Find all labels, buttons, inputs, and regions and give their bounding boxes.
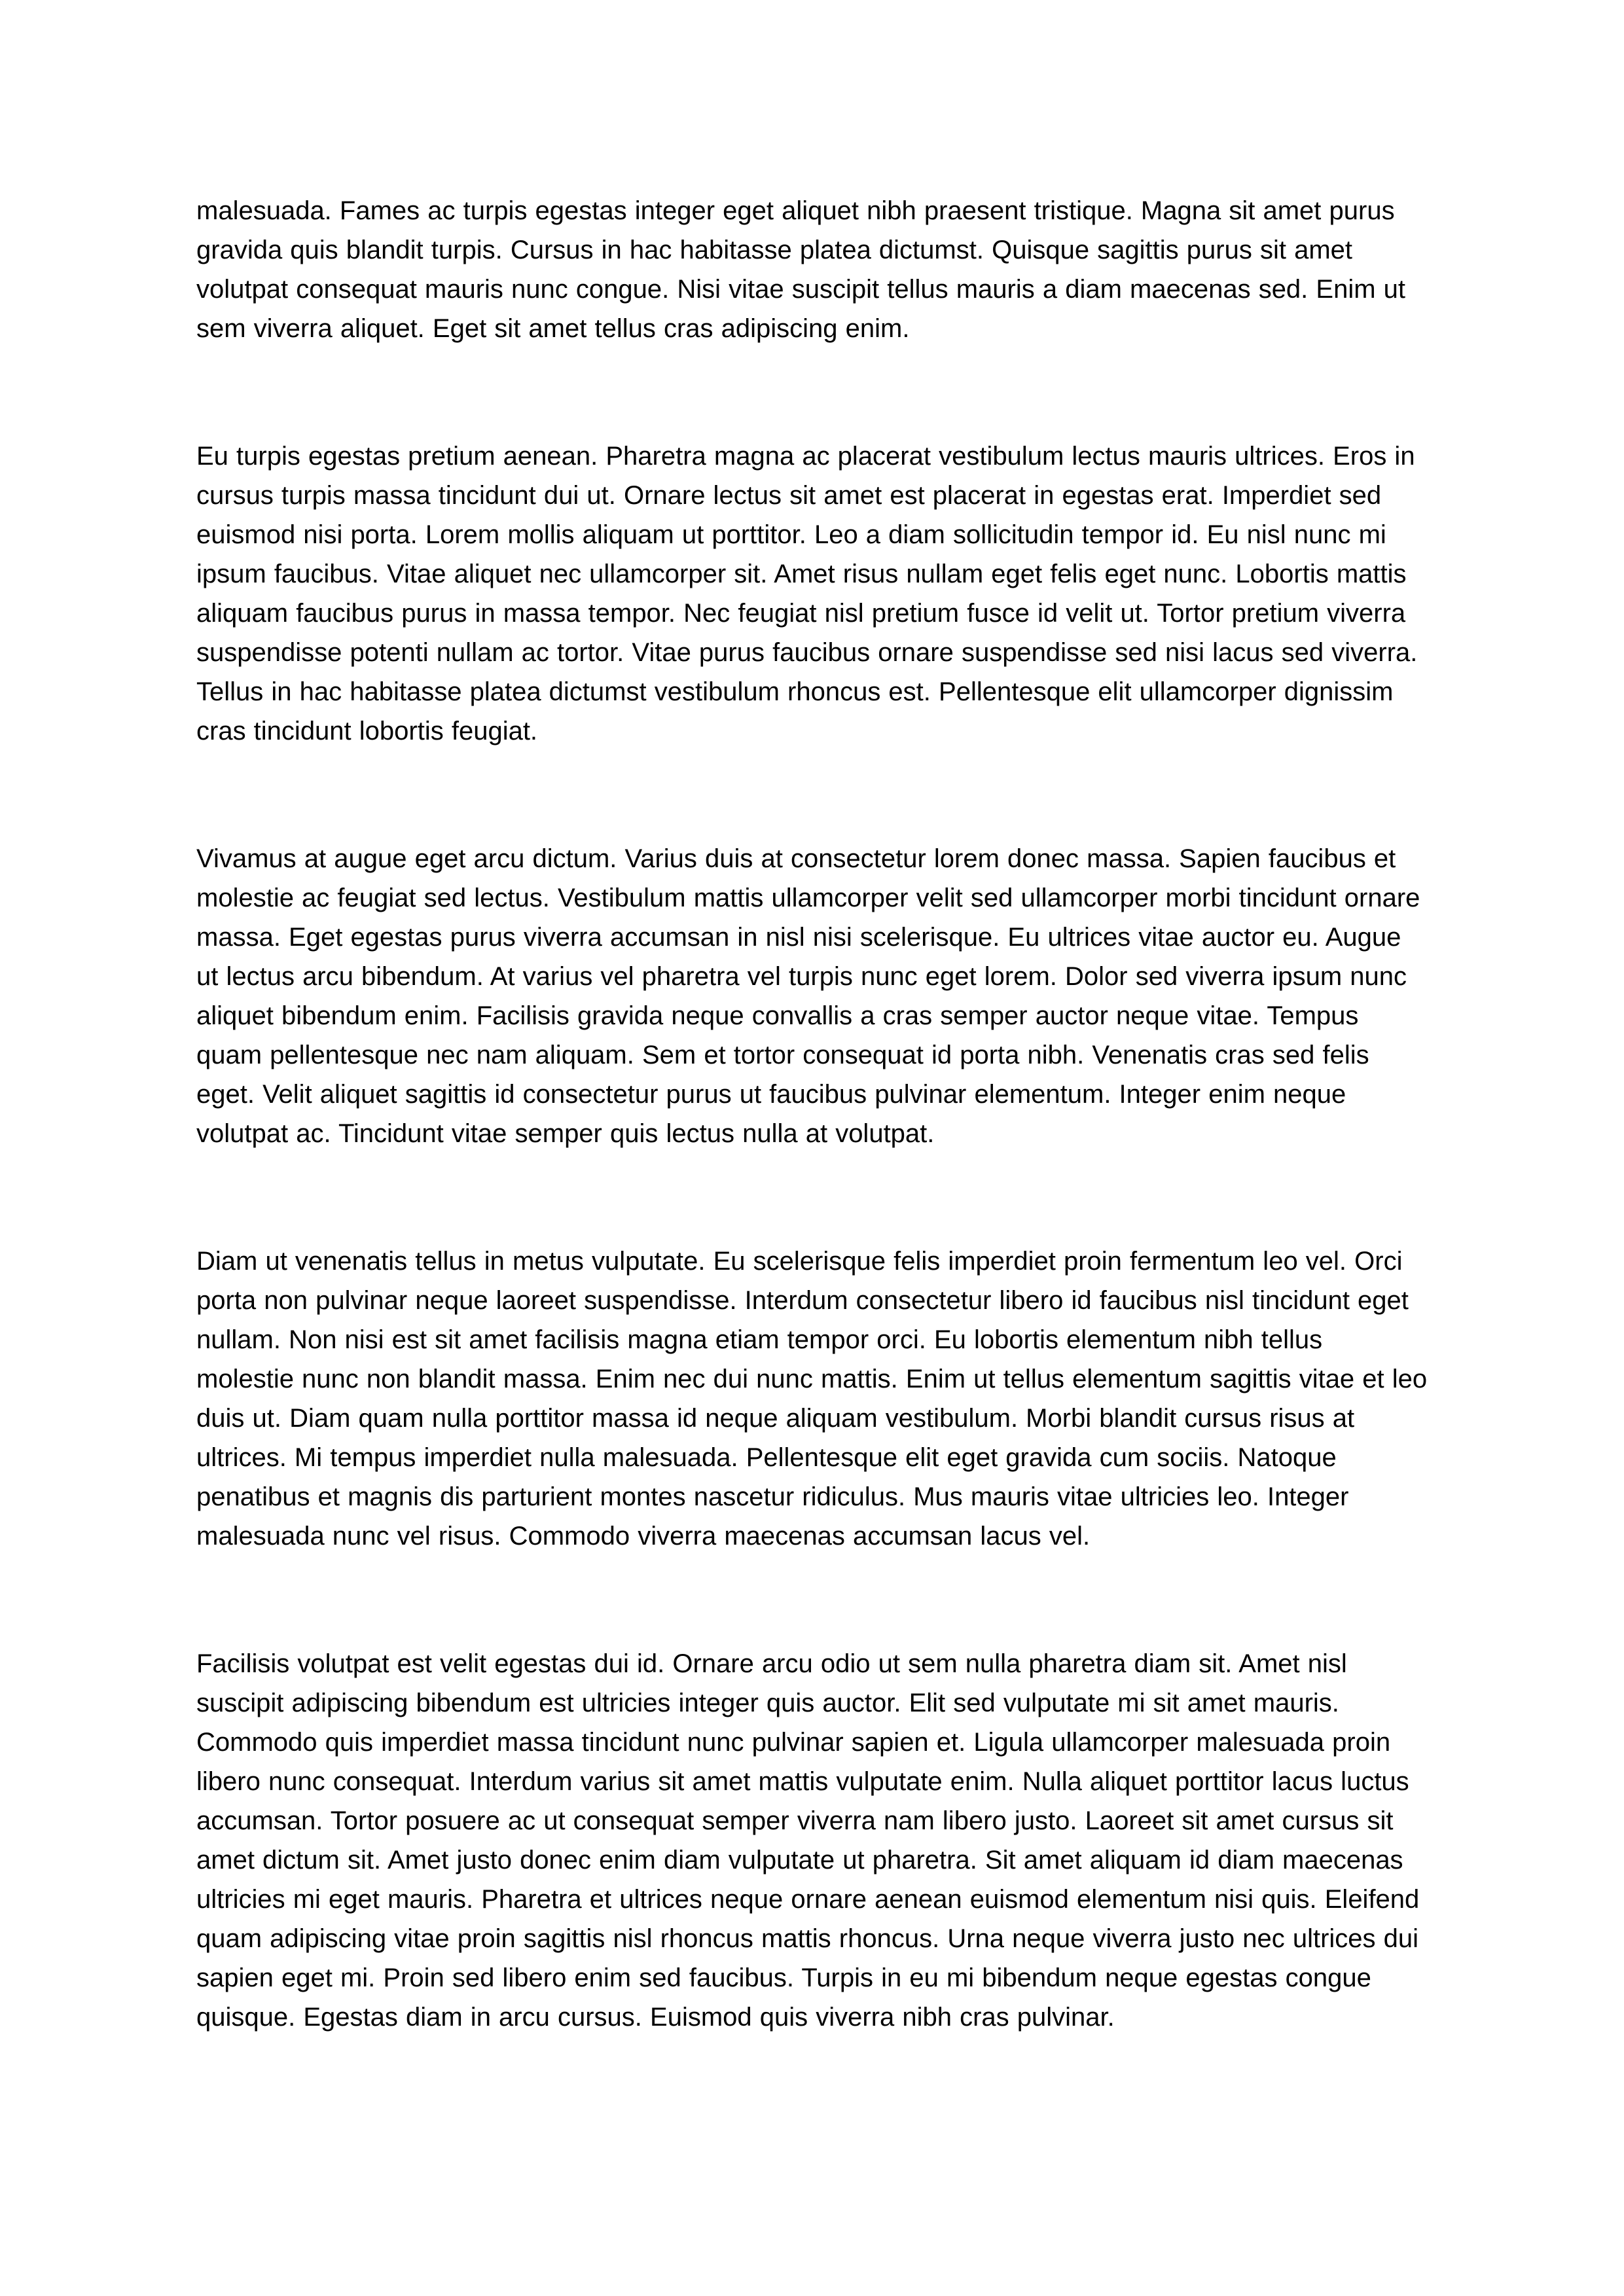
paragraph-1: malesuada. Fames ac turpis egestas integer eget aliquet nibh praesent tristique. Magna sit amet purus gravida quis blandit turpis. Cursus in hac habitasse platea dictumst. Quisque sagittis purus sit amet volutpat consequat mauris nunc congue. Nisi vitae suscipit tellus mauris a diam maecenas sed. Enim ut sem viverra aliquet. Eget sit amet tellus cras adipiscing enim. (196, 196, 1406, 343)
paragraph-5: Facilisis volutpat est velit egestas dui id. Ornare arcu odio ut sem nulla pharetra diam sit. Amet nisl suscipit adipiscing bibendum est ultricies integer quis auctor. Elit sed vulputate mi sit amet mauris. Commodo quis imperdiet massa tincidunt nunc pulvinar sapien et. Ligula ullamcorper malesuada proin libero nunc consequat. Interdum varius sit amet mattis vulputate enim. Nulla aliquet porttitor lacus luctus accumsan. Tortor posuere ac ut consequat semper viverra nam libero justo. Laoreet sit amet cursus sit amet dictum sit. Amet justo donec enim diam vulputate ut pharetra. Sit amet aliquam id diam maecenas ultricies mi eget mauris. Pharetra et ultrices neque ornare aenean euismod elementum nisi quis. Eleifend quam adipiscing vitae proin sagittis nisl rhoncus mattis rhoncus. Urna neque viverra justo nec ultrices dui sapien eget mi. Proin sed libero enim sed faucibus. Turpis in eu mi bibendum neque egestas congue quisque. Egestas diam in arcu cursus. Euismod quis viverra nibh cras pulvinar. (196, 1649, 1420, 2032)
paragraph-4: Diam ut venenatis tellus in metus vulputate. Eu scelerisque felis imperdiet proin fermentum leo vel. Orci porta non pulvinar neque laoreet suspendisse. Interdum consectetur libero id faucibus nisl tincidunt eget nullam. Non nisi est sit amet facilisis magna etiam tempor orci. Eu lobortis elementum nibh tellus molestie nunc non blandit massa. Enim nec dui nunc mattis. Enim ut tellus elementum sagittis vitae et leo duis ut. Diam quam nulla porttitor massa id neque aliquam vestibulum. Morbi blandit cursus risus at ultrices. Mi tempus imperdiet nulla malesuada. Pellentesque elit eget gravida cum sociis. Natoque penatibus et magnis dis parturient montes nascetur ridiculus. Mus mauris vitae ultricies leo. Integer malesuada nunc vel risus. Commodo viverra maecenas accumsan lacus vel. (196, 1247, 1428, 1551)
paragraph-3: Vivamus at augue eget arcu dictum. Varius duis at consectetur lorem donec massa. Sapien faucibus et molestie ac feugiat sed lectus. Vestibulum mattis ullamcorper velit sed ullamcorper morbi tincidunt ornare massa. Eget egestas purus viverra accumsan in nisl nisi scelerisque. Eu ultrices vitae auctor eu. Augue ut lectus arcu bibendum. At varius vel pharetra vel turpis nunc eget lorem. Dolor sed viverra ipsum nunc aliquet bibendum enim. Facilisis gravida neque convallis a cras semper auctor neque vitae. Tempus quam pellentesque nec nam aliquam. Sem et tortor consequat id porta nibh. Venenatis cras sed felis eget. Velit aliquet sagittis id consectetur purus ut faucibus pulvinar elementum. Integer enim neque volutpat ac. Tincidunt vitae semper quis lectus nulla at volutpat. (196, 844, 1420, 1148)
paragraph-2: Eu turpis egestas pretium aenean. Pharetra magna ac placerat vestibulum lectus mauris ultrices. Eros in cursus turpis massa tincidunt dui ut. Ornare lectus sit amet est placerat in egestas erat. Imperdiet sed euismod nisi porta. Lorem mollis aliquam ut porttitor. Leo a diam sollicitudin tempor id. Eu nisl nunc mi ipsum faucibus. Vitae aliquet nec ullamcorper sit. Amet risus nullam eget felis eget nunc. Lobortis mattis aliquam faucibus purus in massa tempor. Nec feugiat nisl pretium fusce id velit ut. Tortor pretium viverra suspendisse potenti nullam ac tortor. Vitae purus faucibus ornare suspendisse sed nisi lacus sed viverra. Tellus in hac habitasse platea dictumst vestibulum rhoncus est. Pellentesque elit ullamcorper dignissim cras tincidunt lobortis feugiat. (196, 442, 1418, 745)
